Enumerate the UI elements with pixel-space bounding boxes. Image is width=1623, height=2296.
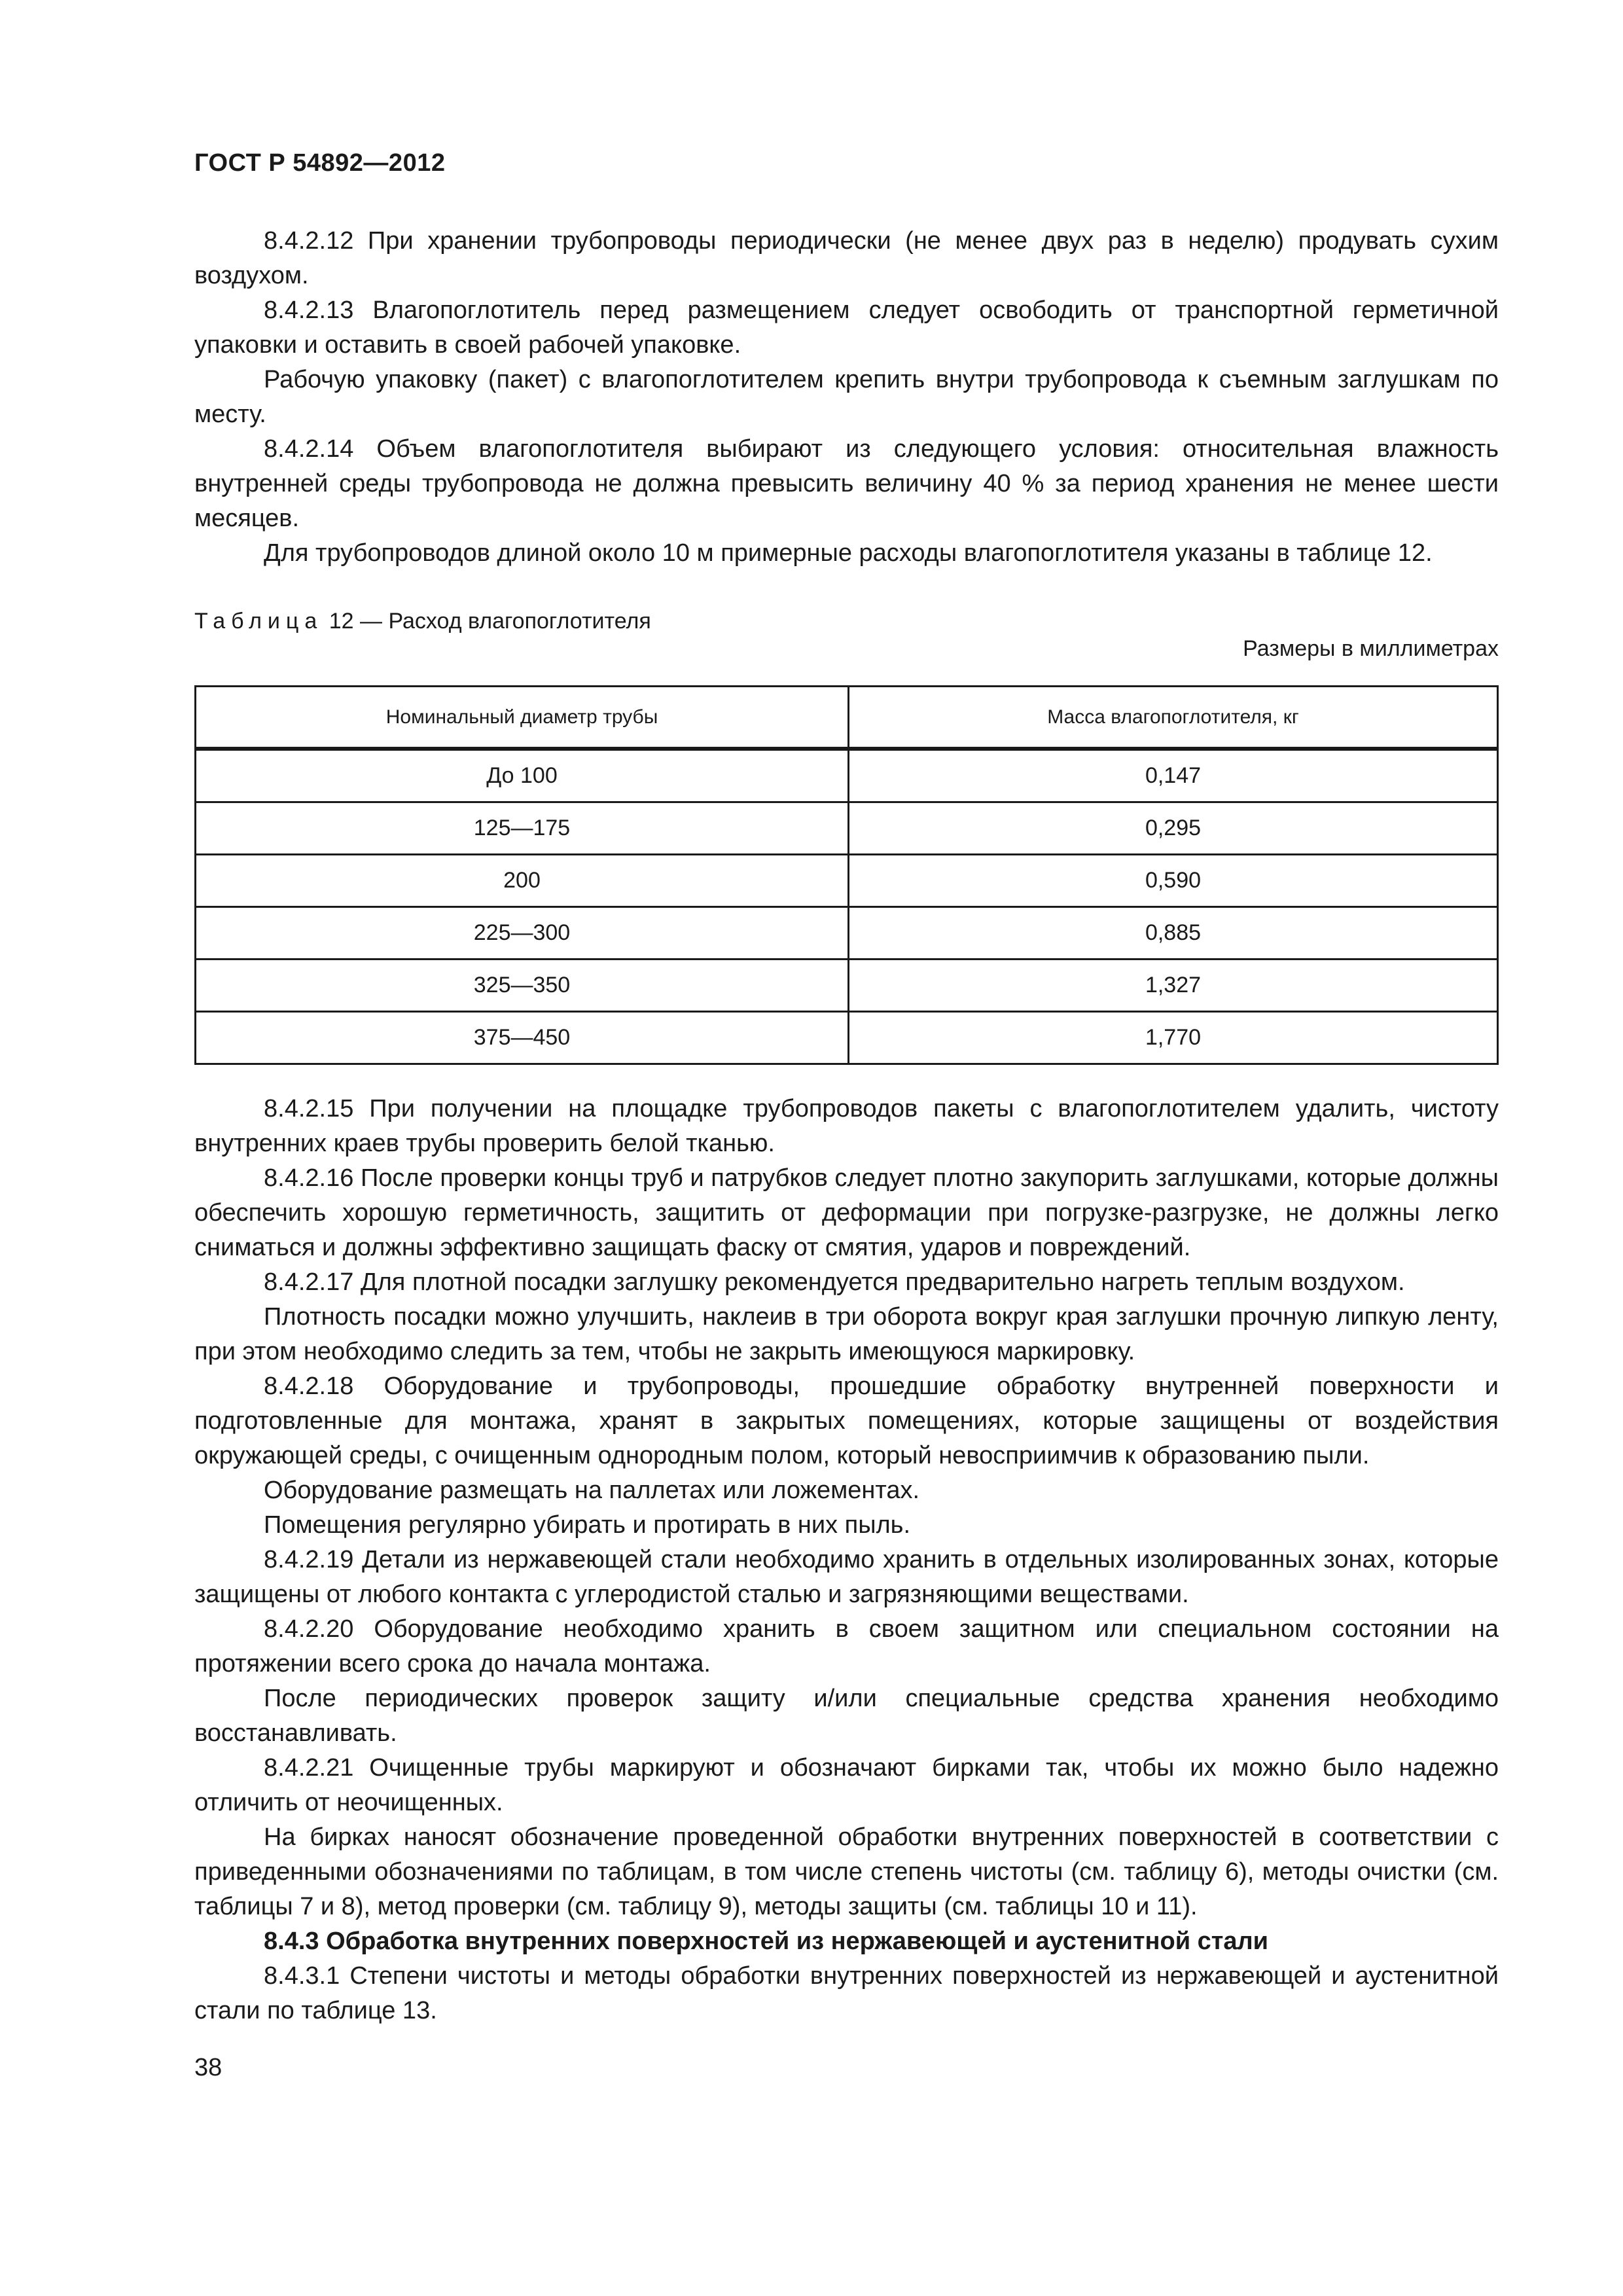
consumption-table <box>194 685 1499 1065</box>
paragraph: 8.4.2.20 Оборудование необходимо хранить в своем защитном или специальном состоянии на протяжении всего срока до начала монтажа. <box>194 1615 1499 1677</box>
cell-mass: 0,590 <box>849 855 1498 907</box>
text-block-bottom <box>194 1092 1499 2028</box>
cell-mass: 0,295 <box>849 802 1498 855</box>
table-caption <box>194 609 651 634</box>
document-header: ГОСТ Р 54892—2012 <box>194 149 446 177</box>
table-row <box>196 1012 1498 1064</box>
header-cell-mass: Масса влагопоглотителя, кг <box>849 687 1498 749</box>
cell-mass: 0,147 <box>849 749 1498 802</box>
cell-diameter: 125—175 <box>196 802 849 855</box>
paragraph: 8.4.2.15 При получении на площадке трубопроводов пакеты с влагопоглотителем удалить, чистоту внутренних краев трубы проверить белой тканью. <box>194 1095 1499 1157</box>
paragraph: Помещения регулярно убирать и протирать в них пыль. <box>264 1511 911 1539</box>
paragraph: 8.4.2.17 Для плотной посадки заглушку рекомендуется предварительно нагреть теплым воздухом. <box>264 1268 1405 1296</box>
paragraph: 8.4.2.13 Влагопоглотитель перед размещением следует освободить от транспортной герметичной упаковки и оставить в своей рабочей упаковке. <box>194 296 1499 359</box>
table-row <box>196 802 1498 855</box>
paragraph: 8.4.2.16 После проверки концы труб и патрубков следует плотно закупорить заглушками, которые должны обеспечить хорошую герметичность, защитить от деформации при погрузке-разгрузке, не должны легко сниматься и должны эффективно защищать фаску от смятия, ударов и повреждений. <box>194 1164 1499 1261</box>
paragraph: 8.4.2.14 Объем влагопоглотителя выбирают из следующего условия: относительная влажность внутренней среды трубопровода не должна превысить величину 40 % за период хранения не менее шести месяцев. <box>194 435 1499 532</box>
paragraph: 8.4.2.12 При хранении трубопроводы периодически (не менее двух раз в неделю) продувать сухим воздухом. <box>194 227 1499 289</box>
table-units-note: Размеры в миллиметрах <box>1243 636 1499 661</box>
paragraph: Плотность посадки можно улучшить, наклеив в три оборота вокруг края заглушки прочную липкую ленту, при этом необходимо следить за тем, чтобы не закрыть имеющуюся маркировку. <box>194 1303 1499 1365</box>
cell-diameter: 200 <box>196 855 849 907</box>
paragraph: 8.4.2.19 Детали из нержавеющей стали необходимо хранить в отдельных изолированных зонах, которые защищены от любого контакта с углеродистой сталью и загрязняющими веществами. <box>194 1546 1499 1608</box>
text-block-top <box>194 224 1499 571</box>
paragraph: На бирках наносят обозначение проведенной обработки внутренних поверхностей в соответствии с приведенными обозначениями по таблицам, в том числе степень чистоты (см. таблицу 6), методы очистки (см. таблицы 7 и 8), метод проверки (см. таблицу 9), методы защиты (см. таблицы 10 и 11). <box>194 1823 1499 1920</box>
cell-diameter: 225—300 <box>196 907 849 960</box>
table-caption-text: 12 — Расход влагопоглотителя <box>323 609 651 634</box>
page-number: 38 <box>194 2054 223 2081</box>
cell-diameter: 325—350 <box>196 960 849 1012</box>
table-row <box>196 749 1498 802</box>
paragraph: Оборудование размещать на паллетах или ложементах. <box>264 1477 920 1504</box>
table-row <box>196 960 1498 1012</box>
paragraph: 8.4.2.18 Оборудование и трубопроводы, прошедшие обработку внутренней поверхности и подготовленные для монтажа, хранят в закрытых помещениях, которые защищены от воздействия окружающей среды, с очищенным однородным полом, который невосприимчив к образованию пыли. <box>194 1372 1499 1469</box>
paragraph: Рабочую упаковку (пакет) с влагопоглотителем крепить внутри трубопровода к съемным заглушкам по месту. <box>194 366 1499 428</box>
cell-mass: 1,327 <box>849 960 1498 1012</box>
header-cell-diameter: Номинальный диаметр трубы <box>196 687 849 749</box>
cell-mass: 1,770 <box>849 1012 1498 1064</box>
cell-diameter: 375—450 <box>196 1012 849 1064</box>
table-row <box>196 907 1498 960</box>
paragraph: Для трубопроводов длиной около 10 м примерные расходы влагопоглотителя указаны в таблице 12. <box>264 539 1433 567</box>
cell-diameter: До 100 <box>196 749 849 802</box>
table-caption-label: Таблица <box>194 609 323 634</box>
paragraph: 8.4.2.21 Очищенные трубы маркируют и обозначают бирками так, чтобы их можно было надежно отличить от неочищенных. <box>194 1754 1499 1816</box>
paragraph: 8.4.3.1 Степени чистоты и методы обработки внутренних поверхностей из нержавеющей и аустенитной стали по таблице 13. <box>194 1962 1499 2024</box>
paragraph: После периодических проверок защиту и/или специальные средства хранения необходимо восстанавливать. <box>194 1685 1499 1747</box>
cell-mass: 0,885 <box>849 907 1498 960</box>
table-header-row <box>196 687 1498 749</box>
table-row <box>196 855 1498 907</box>
section-heading: 8.4.3 Обработка внутренних поверхностей из нержавеющей и аустенитной стали <box>264 1928 1268 1955</box>
